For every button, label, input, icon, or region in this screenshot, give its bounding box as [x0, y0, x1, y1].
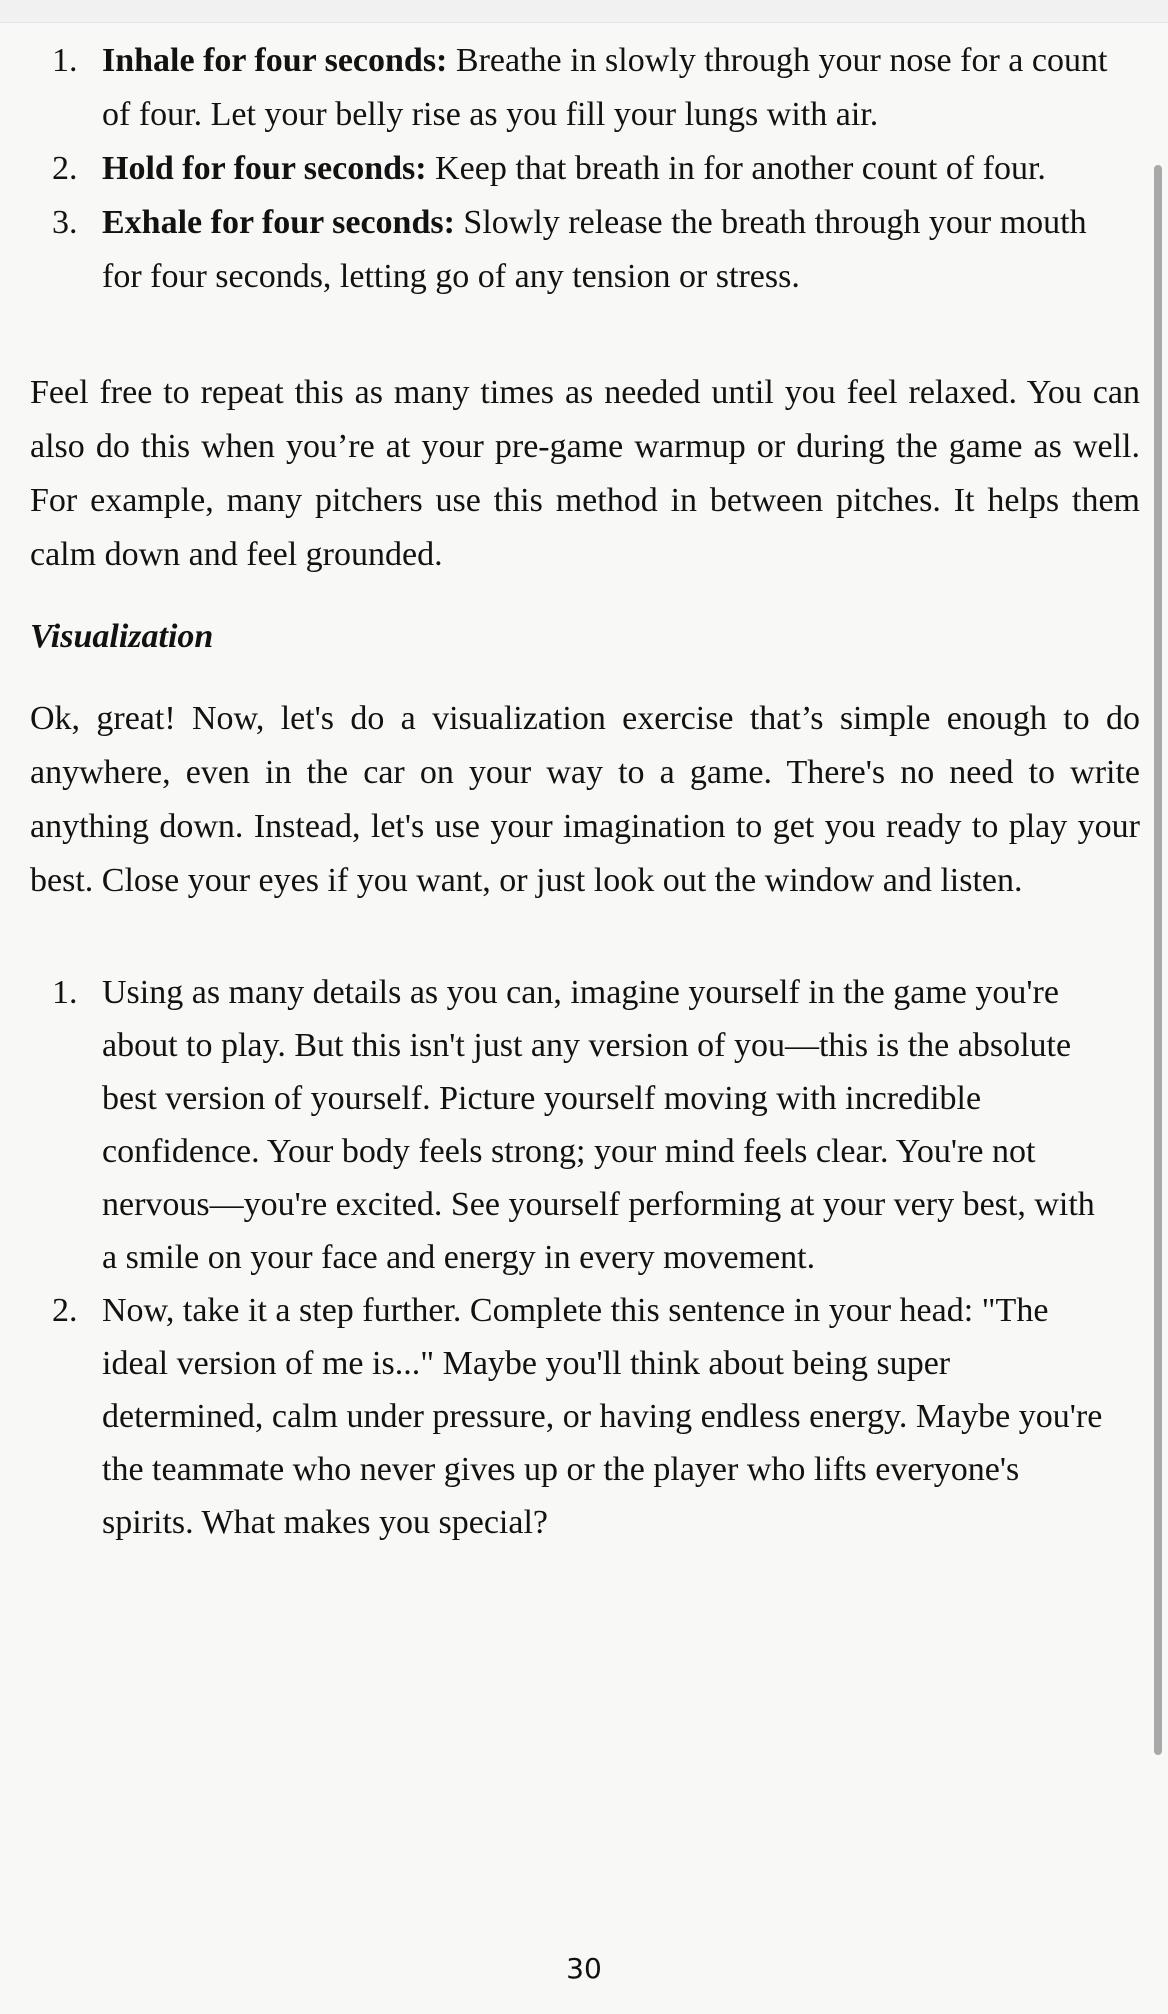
- list-item: [30, 1284, 1112, 1549]
- list-item-number: 2.: [52, 1292, 78, 1329]
- visualization-steps-list: [30, 966, 1140, 1549]
- list-item-text: Keep that breath in for another count of four.: [426, 150, 1046, 187]
- repeat-paragraph: Feel free to repeat this as many times as needed until you feel relaxed. You can also do this when you’re at your pre-game warmup or during the game as well. For example, many pitchers use this method in between pitches. It helps them calm down and feel grounded.: [30, 374, 1140, 573]
- list-item-number: 2.: [52, 150, 78, 187]
- section-heading-visualization: Visualization: [30, 618, 214, 655]
- list-item-bold-lead: Exhale for four seconds:: [102, 204, 455, 241]
- list-item-text: Breathe in slowly through your nose for a count of four. Let your belly rise as you fill your lungs with air.: [102, 42, 1108, 133]
- list-item: [30, 142, 1112, 196]
- list-item-text: Using as many details as you can, imagine yourself in the game you're about to play. But this isn't just any version of you—this is the absolute best version of yourself. Picture yourself moving with incredible confidence. Your body feels strong; your mind feels clear. You're not nervous—you're excited. See yourself performing at your very best, with a smile on your face and energy in every movement.: [102, 974, 1095, 1276]
- list-item-number: 3.: [52, 204, 78, 241]
- list-item: [30, 34, 1112, 142]
- visualization-paragraph: Ok, great! Now, let's do a visualization exercise that’s simple enough to do anywhere, even in the car on your way to a game. There's no need to write anything down. Instead, let's use your imagination to get you ready to play your best. Close your eyes if you want, or just look out the window and listen.: [30, 700, 1140, 899]
- breathing-steps-list: [30, 34, 1140, 304]
- list-item: [30, 966, 1112, 1284]
- list-item-number: 1.: [52, 42, 78, 79]
- viewer-top-bar: [0, 0, 1168, 23]
- list-item-text: Slowly release the breath through your mouth for four seconds, letting go of any tension or stress.: [102, 204, 1087, 295]
- scrollbar-thumb[interactable]: [1154, 165, 1162, 1755]
- list-item-number: 1.: [52, 974, 78, 1011]
- page-content: [30, 34, 1140, 1549]
- list-item-bold-lead: Inhale for four seconds:: [102, 42, 448, 79]
- list-item: [30, 196, 1112, 304]
- list-item-text: Now, take it a step further. Complete this sentence in your head: "The ideal version of me is..." Maybe you'll think about being super determined, calm under pressure, or having endless energy. Maybe you're the teammate who never gives up or the player who lifts everyone's spirits. What makes you special?: [102, 1292, 1103, 1541]
- list-item-bold-lead: Hold for four seconds:: [102, 150, 427, 187]
- page-number: 30: [566, 1952, 602, 1985]
